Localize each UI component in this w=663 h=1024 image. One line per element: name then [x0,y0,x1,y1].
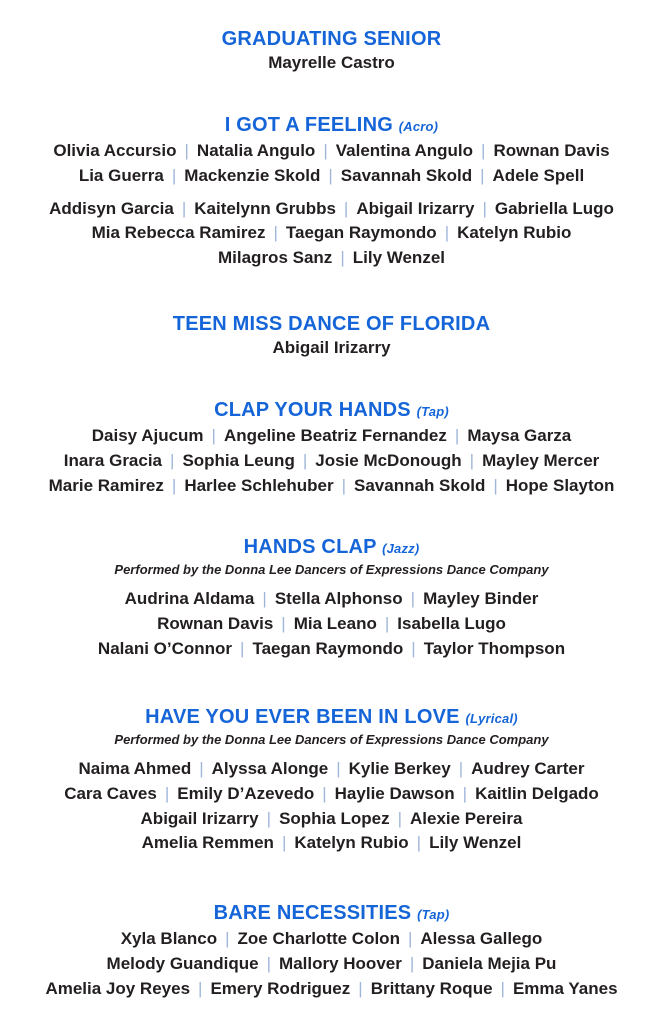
dancer-name: Addisyn Garcia [49,198,174,218]
dancer-name: Savannah Skold [340,165,473,185]
dancer-name: Daisy Ajucum [91,426,204,445]
separator: | [444,223,450,243]
dancer-name: Hope Slayton [505,475,615,495]
separator: | [462,783,468,803]
spacer [0,579,663,587]
dancer-name: Kaitelynn Grubbs [194,198,336,218]
dancer-name: Lily Wenzel [352,248,445,268]
dancer-name: Naima Ahmed [78,759,192,778]
separator: | [409,953,415,973]
dancer-name: Harlee Schlehuber [184,475,334,495]
dancer-name: Brittany Roque [370,978,493,998]
dancer-name: Lily Wenzel [429,833,522,853]
dancer-line [0,474,663,499]
teen-miss-section [0,312,663,360]
separator: | [480,165,485,185]
dancer-line [0,164,663,189]
dancer-name: Abigail Irizarry [140,808,259,828]
dancer-name: Taylor Thompson [423,638,566,658]
separator: | [341,475,347,495]
dancer-name: Mallory Hoover [279,953,402,973]
dancer-name: Emma Yanes [512,978,618,998]
dancer-name: Abigail Irizarry [356,198,475,218]
graduating-senior-section [0,27,663,75]
dancer-name: Emily D’Azevedo [177,783,315,803]
dancer-name: Taegan Raymondo [252,638,404,658]
separator: | [343,198,349,218]
dancer-name: Melody Guandique [106,953,259,973]
dancer-name: Zoe Charlotte Colon [237,929,400,948]
routine-bare-necessities [0,901,663,1001]
routine-i-got-a-feeling [0,113,663,271]
routine-title [0,398,663,424]
performer-credit: Performed by the Donna Lee Dancers of Expressions Dance Company [114,562,549,577]
separator: | [358,978,363,998]
separator: | [328,165,333,185]
dancer-name: Cara Caves [64,783,157,803]
routine-title [0,535,663,561]
dancer-name: Olivia Accursio [53,141,177,160]
dancer-name: Inara Gracia [63,450,163,470]
dancer-line [0,782,663,807]
dancer-name: Xyla Blanco [120,929,218,948]
separator: | [411,638,416,658]
dancer-name: Mayley Mercer [482,450,600,470]
separator: | [322,783,327,803]
separator: | [164,783,170,803]
dancer-name: Angeline Beatriz Fernandez [223,426,447,445]
separator: | [323,141,328,160]
dancer-name: Sophia Lopez [279,808,390,828]
separator: | [416,833,422,853]
dance-style: (Jazz) [382,541,420,556]
dancer-name: Amelia Remmen [141,833,274,853]
dancer-name: Kaitlin Delgado [475,783,599,803]
dancer-line [0,977,663,1002]
separator: | [384,613,390,633]
separator: | [181,198,187,218]
routine-name: CLAP YOUR HANDS [214,399,411,421]
section-title: TEEN MISS DANCE OF FLORIDA [172,313,491,335]
dancer-name: Rownan Davis [157,613,274,633]
spacer [0,749,663,757]
routine-title [0,113,663,139]
routine-name: HAVE YOU EVER BEEN IN LOVE [145,706,460,728]
performer-credit: Performed by the Donna Lee Dancers of Expressions Dance Company [114,732,549,747]
dancer-name: Mia Rebecca Ramirez [91,223,266,243]
separator: | [198,978,203,998]
dancer-name: Amelia Joy Reyes [45,978,191,998]
dancer-name: Nalani O’Connor [97,638,233,658]
dance-style: (Tap) [417,907,450,922]
separator: | [211,426,216,445]
dancer-name: Katelyn Rubio [457,223,572,243]
dancer-line [0,139,663,164]
honoree-name: Mayrelle Castro [268,53,395,72]
routine-name: BARE NECESSITIES [213,902,412,924]
dancer-name: Marie Ramirez [48,475,164,495]
dancer-line [0,221,663,246]
dancer-name: Mackenzie Skold [184,165,321,185]
dancer-name: Daniela Mejia Pu [422,953,557,973]
routine-title [0,901,663,927]
separator: | [171,475,177,495]
separator: | [262,589,267,608]
separator: | [266,808,272,828]
separator: | [170,450,175,470]
separator: | [340,248,345,268]
separator: | [481,141,486,160]
routine-clap-your-hands [0,398,663,498]
dancer-name: Rownan Davis [493,141,610,160]
dancer-name: Gabriella Lugo [494,198,614,218]
separator: | [458,759,464,778]
dancer-line [0,757,663,782]
dancer-line [0,612,663,637]
dance-style: (Acro) [398,119,439,134]
dancer-name: Audrina Aldama [124,589,255,608]
routine-hands-clap [0,535,663,661]
dancer-line [0,637,663,662]
separator: | [199,759,204,778]
dancer-line [0,927,663,952]
dancer-line [0,424,663,449]
separator: | [184,141,189,160]
dancer-line [0,807,663,832]
section-title: GRADUATING SENIOR [221,28,442,50]
dancer-name: Maysa Garza [467,426,572,445]
dancer-name: Josie McDonough [315,450,462,470]
honoree-name: Abigail Irizarry [272,338,391,357]
separator: | [171,165,177,185]
dancer-name: Audrey Carter [471,759,585,778]
dance-style: (Tap) [416,404,449,419]
dancer-name: Alyssa Alonge [211,759,329,778]
separator: | [410,589,416,608]
routine-name: HANDS CLAP [243,536,377,558]
separator: | [281,613,286,633]
dancer-line [0,587,663,612]
spacer [0,189,663,197]
routine-title [0,705,663,731]
dance-style: (Lyrical) [465,711,518,726]
dancer-name: Natalia Angulo [196,141,316,160]
dancer-name: Katelyn Rubio [294,833,409,853]
separator: | [225,929,230,948]
dancer-name: Haylie Dawson [334,783,455,803]
dancer-name: Isabella Lugo [397,613,506,633]
dancer-name: Stella Alphonso [274,589,403,608]
dancer-name: Emery Rodriguez [210,978,351,998]
separator: | [273,223,278,243]
routine-have-you-ever-been-in-love [0,705,663,856]
dancer-line [0,246,663,271]
separator: | [302,450,308,470]
dancer-name: Alexie Pereira [409,808,523,828]
dancer-name: Mia Leano [293,613,377,633]
separator: | [469,450,475,470]
separator: | [336,759,341,778]
dancer-name: Adele Spell [492,165,585,185]
dancer-line [0,952,663,977]
dancer-name: Kylie Berkey [348,759,451,778]
routine-name: I GOT A FEELING [224,114,393,136]
dancer-line [0,449,663,474]
dancer-name: Valentina Angulo [335,141,474,160]
dancer-name: Taegan Raymondo [285,223,437,243]
separator: | [493,475,498,495]
separator: | [407,929,413,948]
separator: | [482,198,487,218]
separator: | [240,638,245,658]
dancer-line [0,831,663,856]
dancer-name: Lia Guerra [78,165,164,185]
separator: | [281,833,287,853]
separator: | [266,953,272,973]
dancer-name: Alessa Gallego [420,929,543,948]
dancer-name: Sophia Leung [182,450,295,470]
separator: | [454,426,460,445]
dancer-name: Mayley Binder [423,589,539,608]
separator: | [397,808,402,828]
dancer-line [0,197,663,222]
dancer-name: Savannah Skold [354,475,486,495]
dancer-name: Milagros Sanz [218,248,333,268]
separator: | [500,978,505,998]
